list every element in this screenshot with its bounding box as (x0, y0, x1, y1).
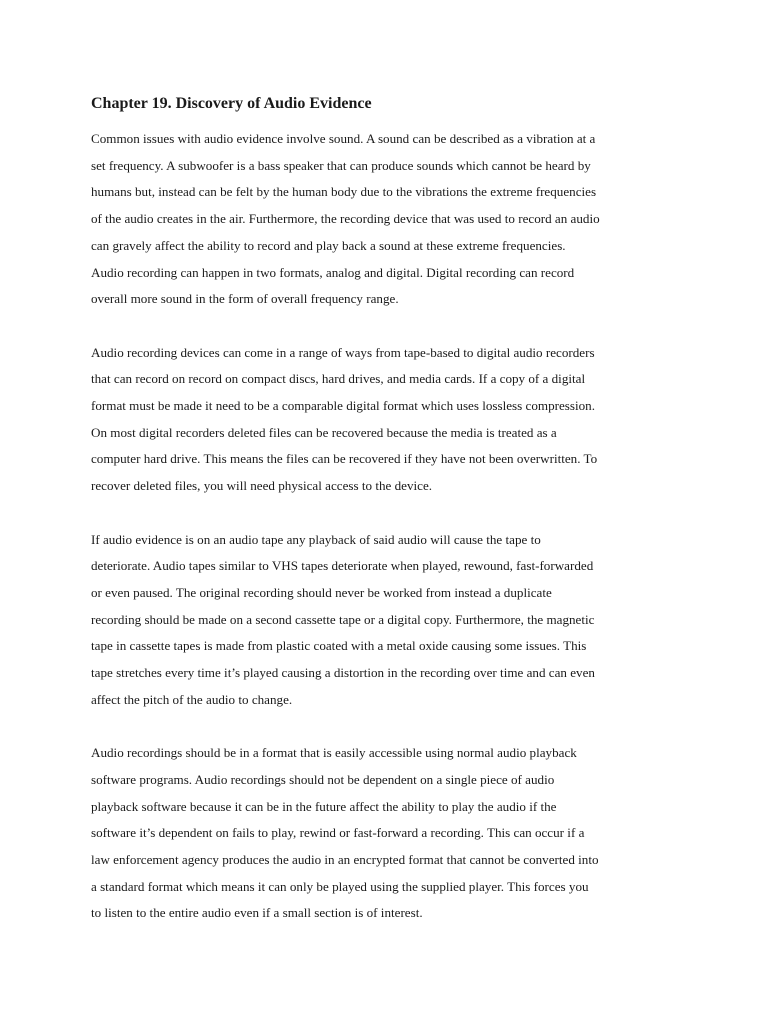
text-line: of the audio creates in the air. Furthermore, the recording device that was used to record an audio (91, 211, 600, 227)
text-line: Audio recording devices can come in a range of ways from tape-based to digital audio recorders (91, 344, 595, 360)
text-line: humans but, instead can be felt by the human body due to the vibrations the extreme frequencies (91, 184, 597, 200)
text-line: set frequency. A subwoofer is a bass speaker that can produce sounds which cannot be heard by (91, 157, 591, 173)
text-line: tape in cassette tapes is made from plastic coated with a metal oxide causing some issues. This (91, 638, 587, 654)
text-line: overall more sound in the form of overall frequency range. (91, 291, 399, 307)
text-line: a standard format which means it can only be played using the supplied player. This forces you (91, 878, 589, 894)
chapter-title: Chapter 19. Discovery of Audio Evidence (91, 95, 372, 112)
text-line: to listen to the entire audio even if a small section is of interest. (91, 905, 423, 921)
text-line: software it’s dependent on fails to play, rewind or fast-forward a recording. This can occur if a (91, 825, 585, 841)
text-line: or even paused. The original recording should never be worked from instead a duplicate (91, 584, 552, 600)
document-content (91, 92, 681, 954)
text-line: If audio evidence is on an audio tape any playback of said audio will cause the tape to (91, 531, 541, 547)
text-line: can gravely affect the ability to record and play back a sound at these extreme frequencies. (91, 237, 566, 253)
text-line: law enforcement agency produces the audio in an encrypted format that cannot be converted into (91, 851, 599, 867)
text-line: recording should be made on a second cassette tape or a digital copy. Furthermore, the magnetic (91, 611, 595, 627)
text-line: deteriorate. Audio tapes similar to VHS tapes deteriorate when played, rewound, fast-forwarded (91, 558, 594, 574)
text-line: that can record on record on compact discs, hard drives, and media cards. If a copy of a digital (91, 371, 586, 387)
paragraph-2 (91, 340, 681, 500)
text-line: Audio recordings should be in a format that is easily accessible using normal audio playback (91, 745, 577, 761)
text-line: format must be made it need to be a comparable digital format which uses lossless compression. (91, 398, 595, 414)
text-line: tape stretches every time it’s played causing a distortion in the recording over time and can even (91, 665, 595, 681)
text-line: computer hard drive. This means the files can be recovered if they have not been overwritten. To (91, 451, 598, 467)
paragraph-4 (91, 740, 681, 927)
text-line: Audio recording can happen in two formats, analog and digital. Digital recording can record (91, 264, 575, 280)
text-line: On most digital recorders deleted files can be recovered because the media is treated as a (91, 424, 557, 440)
paragraph-3 (91, 527, 681, 714)
text-line: software programs. Audio recordings should not be dependent on a single piece of audio (91, 771, 555, 787)
paragraph-1 (91, 126, 681, 313)
text-line: affect the pitch of the audio to change. (91, 691, 293, 707)
text-line: recover deleted files, you will need physical access to the device. (91, 478, 433, 494)
text-line: playback software because it can be in the future affect the ability to play the audio if the (91, 798, 557, 814)
text-line: Common issues with audio evidence involve sound. A sound can be described as a vibration at a (91, 131, 596, 146)
